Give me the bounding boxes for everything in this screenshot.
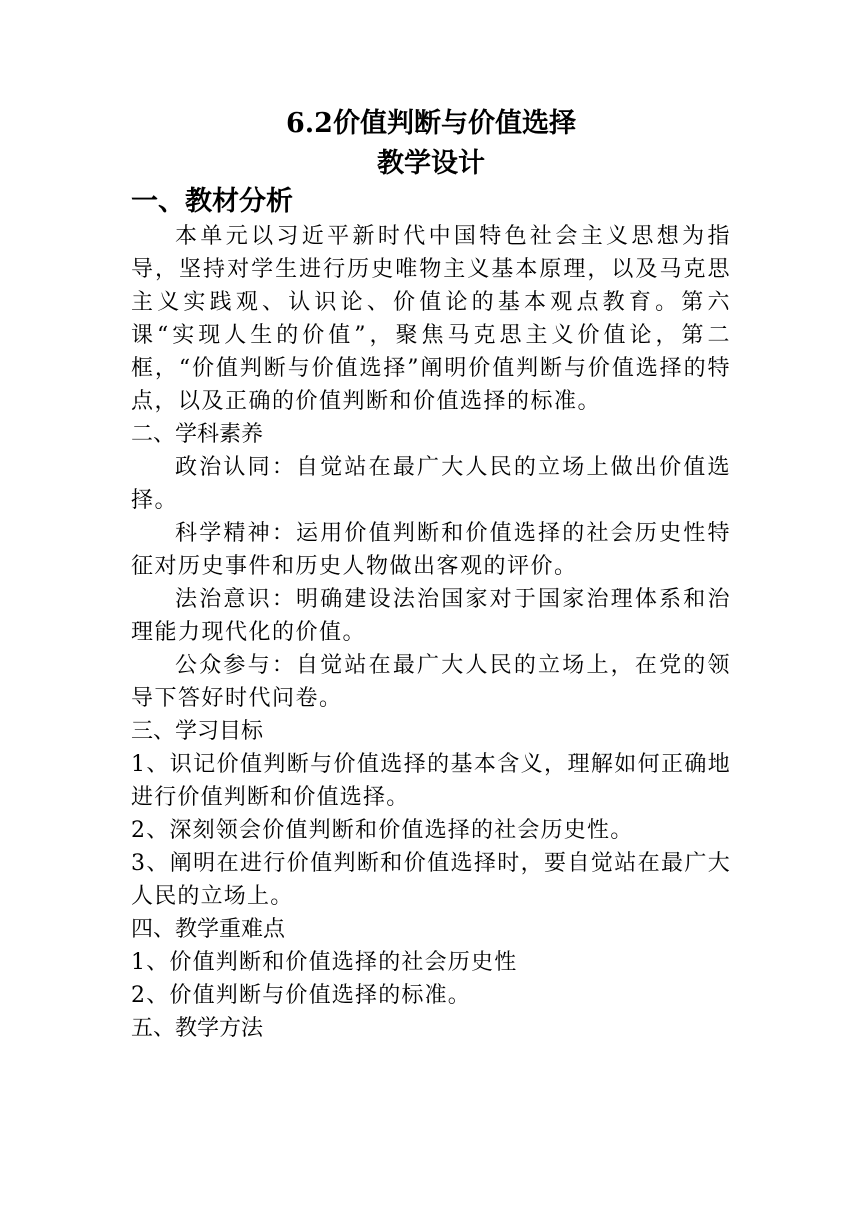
literacy-political-identity: 政治认同：自觉站在最广大人民的立场上做出价值选择。 xyxy=(131,455,731,513)
literacy-rule-of-law: 法治意识：明确建设法治国家对于国家治理体系和治理能力现代化的价值。 xyxy=(131,587,731,645)
objective-item-3: 3、阐明在进行价值判断和价值选择时，要自觉站在最广大人民的立场上。 xyxy=(131,851,731,909)
section-heading-teaching-methods: 五、教学方法 xyxy=(131,1016,264,1041)
section-heading-learning-objectives: 三、学习目标 xyxy=(131,719,264,744)
literacy-public-participation: 公众参与：自觉站在最广大人民的立场上，在党的领导下答好时代问卷。 xyxy=(131,653,731,711)
section-heading-subject-literacy: 二、学科素养 xyxy=(131,422,264,447)
document-subtitle: 教学设计 xyxy=(377,148,485,179)
objective-item-2: 2、深刻领会价值判断和价值选择的社会历史性。 xyxy=(131,818,634,843)
document-content xyxy=(131,104,731,1045)
textbook-analysis-paragraph: 本单元以习近平新时代中国特色社会主义思想为指导，坚持对学生进行历史唯物主义基本原理，以及马克思主义实践观、认识论、价值论的基本观点教育。第六课“实现人生的价值”，聚焦马克思主义价值论，第二框，“价值判断与价值选择”阐明价值判断与价值选择的特点，以及正确的价值判断和价值选择的标准。 xyxy=(131,224,731,414)
key-point-item-1: 1、价值判断和价值选择的社会历史性 xyxy=(131,950,518,975)
document-title: 6.2价值判断与价值选择 xyxy=(286,108,576,139)
objective-item-1: 1、识记价值判断与价值选择的基本含义，理解如何正确地进行价值判断和价值选择。 xyxy=(131,752,731,810)
section-heading-textbook-analysis: 一、教材分析 xyxy=(131,186,293,217)
section-heading-key-points: 四、教学重难点 xyxy=(131,917,286,942)
literacy-scientific-spirit: 科学精神：运用价值判断和价值选择的社会历史性特征对历史事件和历史人物做出客观的评价。 xyxy=(131,521,731,579)
key-point-item-2: 2、价值判断与价值选择的标准。 xyxy=(131,983,471,1008)
